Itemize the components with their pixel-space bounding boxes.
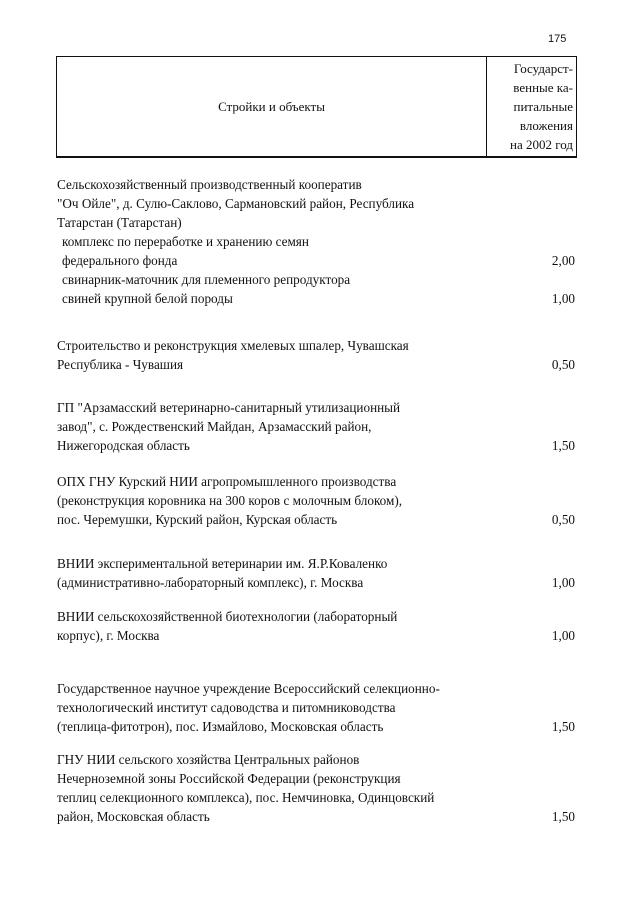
page-number: 175 xyxy=(548,33,567,45)
table-row xyxy=(57,336,575,374)
entry-row xyxy=(57,573,575,592)
investment-value: 1,50 xyxy=(551,438,575,453)
investment-value: 0,50 xyxy=(551,512,575,527)
header-investment-column xyxy=(487,59,576,154)
subitem-row xyxy=(57,289,575,308)
table-row xyxy=(57,607,575,645)
entry-text-line: Татарстан (Татарстан) xyxy=(57,215,182,230)
subitem-text-line: федерального фонда xyxy=(62,253,178,268)
entry-text-line: Нечерноземной зоны Российской Федерации (реконструкция xyxy=(57,771,401,786)
table-row xyxy=(57,750,575,826)
entry-row xyxy=(57,510,575,529)
entry-text-line: Нижегородская область xyxy=(57,438,190,453)
subitem-text-line: свиней крупной белой породы xyxy=(62,291,233,306)
investment-value: 2,00 xyxy=(551,253,575,268)
header-title-column: Стройки и объекты xyxy=(218,99,325,114)
subitem-text-line: свинарник-маточник для племенного репродуктора xyxy=(62,272,351,287)
entry-text-line: теплиц селекционного комплекса), пос. Немчиновка, Одинцовский xyxy=(57,790,435,805)
entry-row xyxy=(57,717,575,736)
entry-text-line: ВНИИ экспериментальной ветеринарии им. Я.Р.Коваленко xyxy=(57,556,388,571)
table-header xyxy=(56,56,577,158)
investment-value: 0,50 xyxy=(551,357,575,372)
entry-text-line: ГНУ НИИ сельского хозяйства Центральных районов xyxy=(57,752,360,767)
table-row xyxy=(57,679,575,736)
header-investment-line: на 2002 год xyxy=(510,137,573,152)
subitem-row xyxy=(57,251,575,270)
subitem-text-line: комплекс по переработке и хранению семян xyxy=(62,234,309,249)
header-investment-line: вложения xyxy=(519,118,573,133)
investment-value: 1,50 xyxy=(551,719,575,734)
investment-value: 1,00 xyxy=(551,575,575,590)
entry-text-line: ВНИИ сельскохозяйственной биотехнологии (лабораторный xyxy=(57,609,398,624)
entry-text-line: ОПХ ГНУ Курский НИИ агропромышленного производства xyxy=(57,474,397,489)
entry-row xyxy=(57,626,575,645)
entry-row xyxy=(57,436,575,455)
entry-text-line: завод", с. Рождественский Майдан, Арзамасский район, xyxy=(57,419,372,434)
header-investment-line: питальные xyxy=(513,99,573,114)
entry-row xyxy=(57,355,575,374)
entry-text-line: технологический институт садоводства и питомниководства xyxy=(57,700,396,715)
entry-text-line: ГП "Арзамасский ветеринарно-санитарный утилизационный xyxy=(57,400,401,415)
entry-text-line: Республика - Чувашия xyxy=(57,357,184,372)
entry-text-line: Сельскохозяйственный производственный кооператив xyxy=(57,177,362,192)
table-row xyxy=(57,554,575,592)
header-investment-line: венные ка- xyxy=(513,80,573,95)
entry-text-line: "Оч Ойле", д. Сулю-Саклово, Сармановский район, Республика xyxy=(57,196,415,211)
table-row xyxy=(57,472,575,529)
entry-text-line: район, Московская область xyxy=(57,809,210,824)
entry-text-line: Строительство и реконструкция хмелевых шпалер, Чувашская xyxy=(57,338,409,353)
entry-text-line: корпус), г. Москва xyxy=(57,628,160,643)
table-row xyxy=(57,398,575,455)
investment-value: 1,00 xyxy=(551,628,575,643)
entry-text-line: Государственное научное учреждение Всероссийский селекционно- xyxy=(57,681,440,696)
header-investment-line: Государст- xyxy=(513,61,573,76)
entry-row xyxy=(57,807,575,826)
investment-value: 1,50 xyxy=(551,809,575,824)
entry-text-line: пос. Черемушки, Курский район, Курская область xyxy=(57,512,338,527)
entry-text-line: (административно-лабораторный комплекс), г. Москва xyxy=(57,575,364,590)
entry-text-line: (реконструкция коровника на 300 коров с молочным блоком), xyxy=(57,493,403,508)
entry-text-line: (теплица-фитотрон), пос. Измайлово, Московская область xyxy=(57,719,384,734)
table-row xyxy=(57,175,575,308)
investment-value: 1,00 xyxy=(551,291,575,306)
